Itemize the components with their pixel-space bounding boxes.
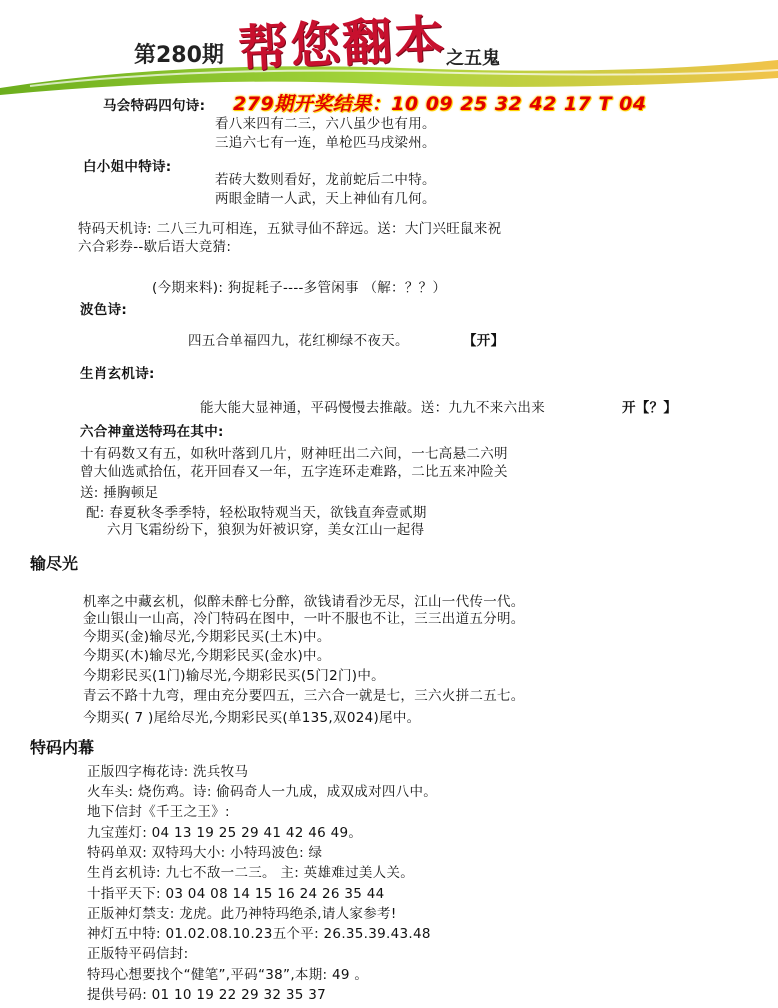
section-title: 特码内幕 <box>30 738 95 757</box>
text-line: 特玛心想要找个“健笔”,平码“38”,本期: 49 。 <box>87 967 369 983</box>
text-line: 提供号码: 01 10 19 22 29 32 35 37 <box>87 987 327 1003</box>
section-label: 生肖玄机诗: <box>80 366 155 382</box>
poem-line: 两眼金睛一人武，天上神仙有几何。 <box>215 191 436 207</box>
tianji-poem: 特码天机诗: 二八三九可相连，五狱寻仙不辞远。送：大门兴旺鼠来祝 <box>78 221 502 237</box>
poem-line: 看八来四有二三，六八虽少也有用。 <box>215 116 436 132</box>
text-line: 神灯五中特: 01.02.08.10.23五个平: 26.35.39.43.48 <box>87 926 431 942</box>
xiehouyu-label: 六合彩券--歇后语大竞猜: <box>78 239 232 255</box>
poem-line: 三追六七有一连，单枪匹马戌梁州。 <box>215 135 436 151</box>
draw-result: 279期开奖结果：10 09 25 32 42 17 T 04 <box>233 93 647 115</box>
text-line: 地下信封《千王之王》: <box>87 804 230 820</box>
text-line: 正版特平码信封: <box>87 946 189 962</box>
poem-label: 马会特码四句诗: <box>103 98 206 114</box>
text-line: 特码单双: 双特玛大小: 小特玛波色: 绿 <box>87 845 323 861</box>
zodiac-tag: 开【？】 <box>622 400 678 416</box>
section-title: 输尽光 <box>30 554 79 573</box>
wave-tag: 【开】 <box>463 333 505 349</box>
section-label: 白小姐中特诗: <box>83 159 172 175</box>
text-line: 今期彩民买(1门)输尽光,今期彩民买(5门2门)中。 <box>83 668 385 684</box>
poem-line: 曾大仙选贰拾伍，花开回春又一年，五字连环走难路，二比五来冲险关 <box>80 464 508 480</box>
text-line: 正版神灯禁支: 龙虎。此乃神特玛绝杀,请人家参考! <box>87 906 397 922</box>
text-line: 正版四字梅花诗: 洗兵牧马 <box>87 764 249 780</box>
issue-number: 第280期 <box>134 43 224 68</box>
text-line: 青云不路十九弯，理由充分要四五，三六合一就是七，三六火拼二五七。 <box>83 688 525 704</box>
poem-line: 若砖大数则看好，龙前蛇后二中特。 <box>215 172 436 188</box>
text-line: 今期买( 7 )尾给尽光,今期彩民买(单135,双024)尾中。 <box>83 710 421 726</box>
section-label: 波色诗: <box>80 302 128 318</box>
pair-line: 配: 春夏秋冬季季特，轻松取特观当天，欲钱直奔壹贰期 <box>86 505 427 521</box>
text-line: 机率之中藏玄机，似醉未醉七分醉，欲钱请看沙无尽，江山一代传一代。 <box>83 594 525 610</box>
text-line: 金山银山一山高，冷门特码在图中，一叶不服也不让，三三出道五分明。 <box>83 611 525 627</box>
pair-line: 六月飞霜纷纷下，狼狈为奸被识穿，美女江山一起得 <box>107 522 425 538</box>
this-issue-riddle: (今期来料): 狗捉耗子----多管闲事 （解：？？） <box>152 280 447 296</box>
text-line: 今期买(木)输尽光,今期彩民买(金水)中。 <box>83 648 331 664</box>
title-suffix: 之五鬼 <box>446 48 500 69</box>
text-line: 今期买(金)输尽光,今期彩民买(土木)中。 <box>83 629 331 645</box>
text-line: 九宝莲灯: 04 13 19 25 29 41 42 46 49。 <box>87 825 363 841</box>
wave-line: 四五合单福四九，花红柳绿不夜天。 <box>188 333 409 349</box>
page-title: 帮您翻本 <box>236 8 448 79</box>
text-line: 生肖玄机诗: 九七不敌一二三。 主: 英雄难过美人关。 <box>87 865 415 881</box>
poem-line: 十有码数又有五，如秋叶落到几片，财神旺出二六间，一七高悬二六明 <box>80 446 508 462</box>
header-banner <box>0 0 778 95</box>
section-label: 六合神童送特玛在其中: <box>80 424 224 440</box>
send-line: 送: 捶胸顿足 <box>80 485 159 501</box>
zodiac-line: 能大能大显神通，平码慢慢去推敲。送：九九不来六出来 <box>200 400 545 416</box>
text-line: 火车头: 烧伤鸡。诗: 偷码奇人一九成，成双成对四八中。 <box>87 784 438 800</box>
text-line: 十指平天下: 03 04 08 14 15 16 24 26 35 44 <box>87 886 385 902</box>
